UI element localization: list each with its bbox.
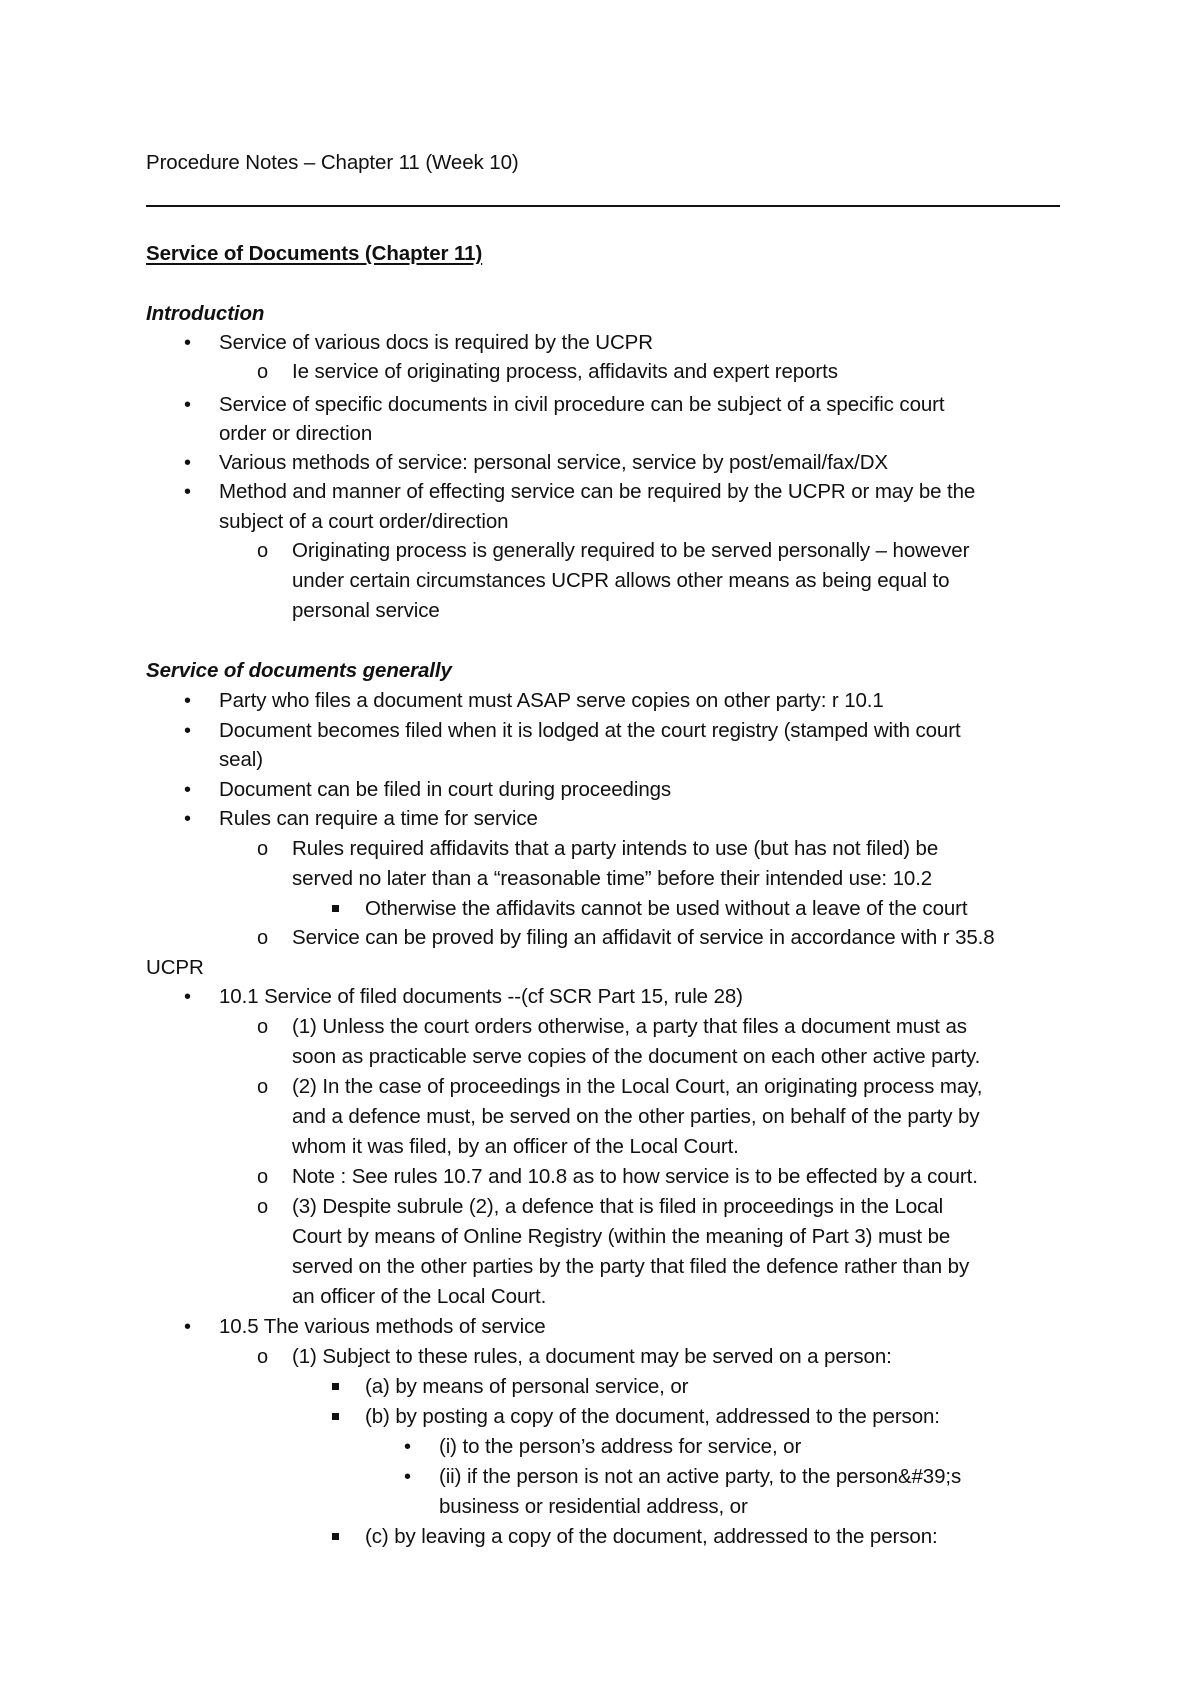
rule-10-1-sub-2-line-3: whom it was filed, by an officer of the Local Court. bbox=[292, 1135, 739, 1158]
generally-square-bullet-1: Otherwise the affidavits cannot be used without a leave of the court bbox=[365, 897, 968, 920]
intro-bullet-3: Various methods of service: personal service, service by post/email/fax/DX bbox=[219, 451, 889, 474]
circle-bullet-icon: o bbox=[257, 361, 269, 383]
square-bullet-icon bbox=[332, 1533, 339, 1540]
bullet-icon: • bbox=[404, 1466, 412, 1488]
rule-10-1-sub-2-line-2: and a defence must, be served on the other parties, on behalf of the party by bbox=[292, 1105, 980, 1128]
generally-bullet-4: Rules can require a time for service bbox=[219, 807, 538, 830]
rule-10-5-heading: 10.5 The various methods of service bbox=[219, 1315, 546, 1338]
intro-sub-bullet-2-line-2: under certain circumstances UCPR allows other means as being equal to bbox=[292, 569, 950, 592]
rule-10-1-sub-3-line-2: Court by means of Online Registry (within the meaning of Part 3) must be bbox=[292, 1225, 951, 1248]
intro-sub-bullet-1: Ie service of originating process, affidavits and expert reports bbox=[292, 360, 838, 383]
intro-bullet-2-line-1: Service of specific documents in civil procedure can be subject of a specific court bbox=[219, 393, 945, 416]
square-bullet-icon bbox=[332, 1383, 339, 1390]
generally-bullet-3: Document can be filed in court during proceedings bbox=[219, 778, 672, 801]
bullet-icon: • bbox=[404, 1436, 412, 1458]
rule-10-1-sub-3-line-3: served on the other parties by the party that filed the defence rather than by bbox=[292, 1255, 970, 1278]
introduction-heading: Introduction bbox=[146, 302, 265, 325]
bullet-icon: • bbox=[184, 720, 192, 742]
rule-10-5-item-c: (c) by leaving a copy of the document, addressed to the person: bbox=[365, 1525, 938, 1548]
bullet-icon: • bbox=[184, 986, 192, 1008]
rule-10-5-item-a: (a) by means of personal service, or bbox=[365, 1375, 689, 1398]
generally-heading: Service of documents generally bbox=[146, 659, 452, 682]
circle-bullet-icon: o bbox=[257, 540, 269, 562]
rule-10-1-heading: 10.1 Service of filed documents --(cf SCR Part 15, rule 28) bbox=[219, 985, 743, 1008]
rule-10-1-sub-2-line-1: (2) In the case of proceedings in the Local Court, an originating process may, bbox=[292, 1075, 983, 1098]
rule-10-1-sub-1-line-2: soon as practicable serve copies of the document on each other active party. bbox=[292, 1045, 981, 1068]
ucpr-label: UCPR bbox=[146, 956, 204, 979]
rule-10-1-note: Note : See rules 10.7 and 10.8 as to how service is to be effected by a court. bbox=[292, 1165, 978, 1188]
rule-10-1-sub-3-line-4: an officer of the Local Court. bbox=[292, 1285, 547, 1308]
generally-bullet-2-line-1: Document becomes filed when it is lodged at the court registry (stamped with court bbox=[219, 719, 961, 742]
circle-bullet-icon: o bbox=[257, 927, 269, 949]
bullet-icon: • bbox=[184, 481, 192, 503]
circle-bullet-icon: o bbox=[257, 838, 269, 860]
circle-bullet-icon: o bbox=[257, 1076, 269, 1098]
page-title: Procedure Notes – Chapter 11 (Week 10) bbox=[146, 151, 519, 174]
bullet-icon: • bbox=[184, 1316, 192, 1338]
section-heading: Service of Documents (Chapter 11) bbox=[146, 242, 483, 265]
generally-bullet-2-line-2: seal) bbox=[219, 748, 263, 771]
rule-10-1-sub-1-line-1: (1) Unless the court orders otherwise, a party that files a document must as bbox=[292, 1015, 967, 1038]
rule-10-1-sub-3-line-1: (3) Despite subrule (2), a defence that is filed in proceedings in the Local bbox=[292, 1195, 944, 1218]
bullet-icon: • bbox=[184, 779, 192, 801]
square-bullet-icon bbox=[332, 905, 339, 912]
circle-bullet-icon: o bbox=[257, 1016, 269, 1038]
circle-bullet-icon: o bbox=[257, 1346, 269, 1368]
bullet-icon: • bbox=[184, 808, 192, 830]
rule-10-5-item-b-ii-line-1: (ii) if the person is not an active party, to the person&#39;s bbox=[439, 1465, 962, 1488]
bullet-icon: • bbox=[184, 332, 192, 354]
rule-10-5-item-b-ii-line-2: business or residential address, or bbox=[439, 1495, 748, 1518]
intro-bullet-4-line-1: Method and manner of effecting service can be required by the UCPR or may be the bbox=[219, 480, 976, 503]
intro-bullet-4-line-2: subject of a court order/direction bbox=[219, 510, 509, 533]
generally-bullet-1: Party who files a document must ASAP serve copies on other party: r 10.1 bbox=[219, 689, 884, 712]
intro-bullet-1: Service of various docs is required by the UCPR bbox=[219, 331, 653, 354]
title-divider bbox=[146, 205, 1060, 207]
generally-sub-bullet-2: Service can be proved by filing an affidavit of service in accordance with r 35.8 bbox=[292, 926, 995, 949]
bullet-icon: • bbox=[184, 394, 192, 416]
bullet-icon: • bbox=[184, 452, 192, 474]
rule-10-5-item-b-i: (i) to the person’s address for service, or bbox=[439, 1435, 802, 1458]
generally-sub-bullet-1-line-1: Rules required affidavits that a party intends to use (but has not filed) be bbox=[292, 837, 939, 860]
rule-10-5-item-b: (b) by posting a copy of the document, addressed to the person: bbox=[365, 1405, 940, 1428]
intro-bullet-2-line-2: order or direction bbox=[219, 422, 373, 445]
bullet-icon: • bbox=[184, 690, 192, 712]
rule-10-5-sub-1: (1) Subject to these rules, a document may be served on a person: bbox=[292, 1345, 892, 1368]
generally-sub-bullet-1-line-2: served no later than a “reasonable time” before their intended use: 10.2 bbox=[292, 867, 933, 890]
circle-bullet-icon: o bbox=[257, 1166, 269, 1188]
intro-sub-bullet-2-line-1: Originating process is generally required to be served personally – however bbox=[292, 539, 970, 562]
intro-sub-bullet-2-line-3: personal service bbox=[292, 599, 440, 622]
circle-bullet-icon: o bbox=[257, 1196, 269, 1218]
square-bullet-icon bbox=[332, 1413, 339, 1420]
